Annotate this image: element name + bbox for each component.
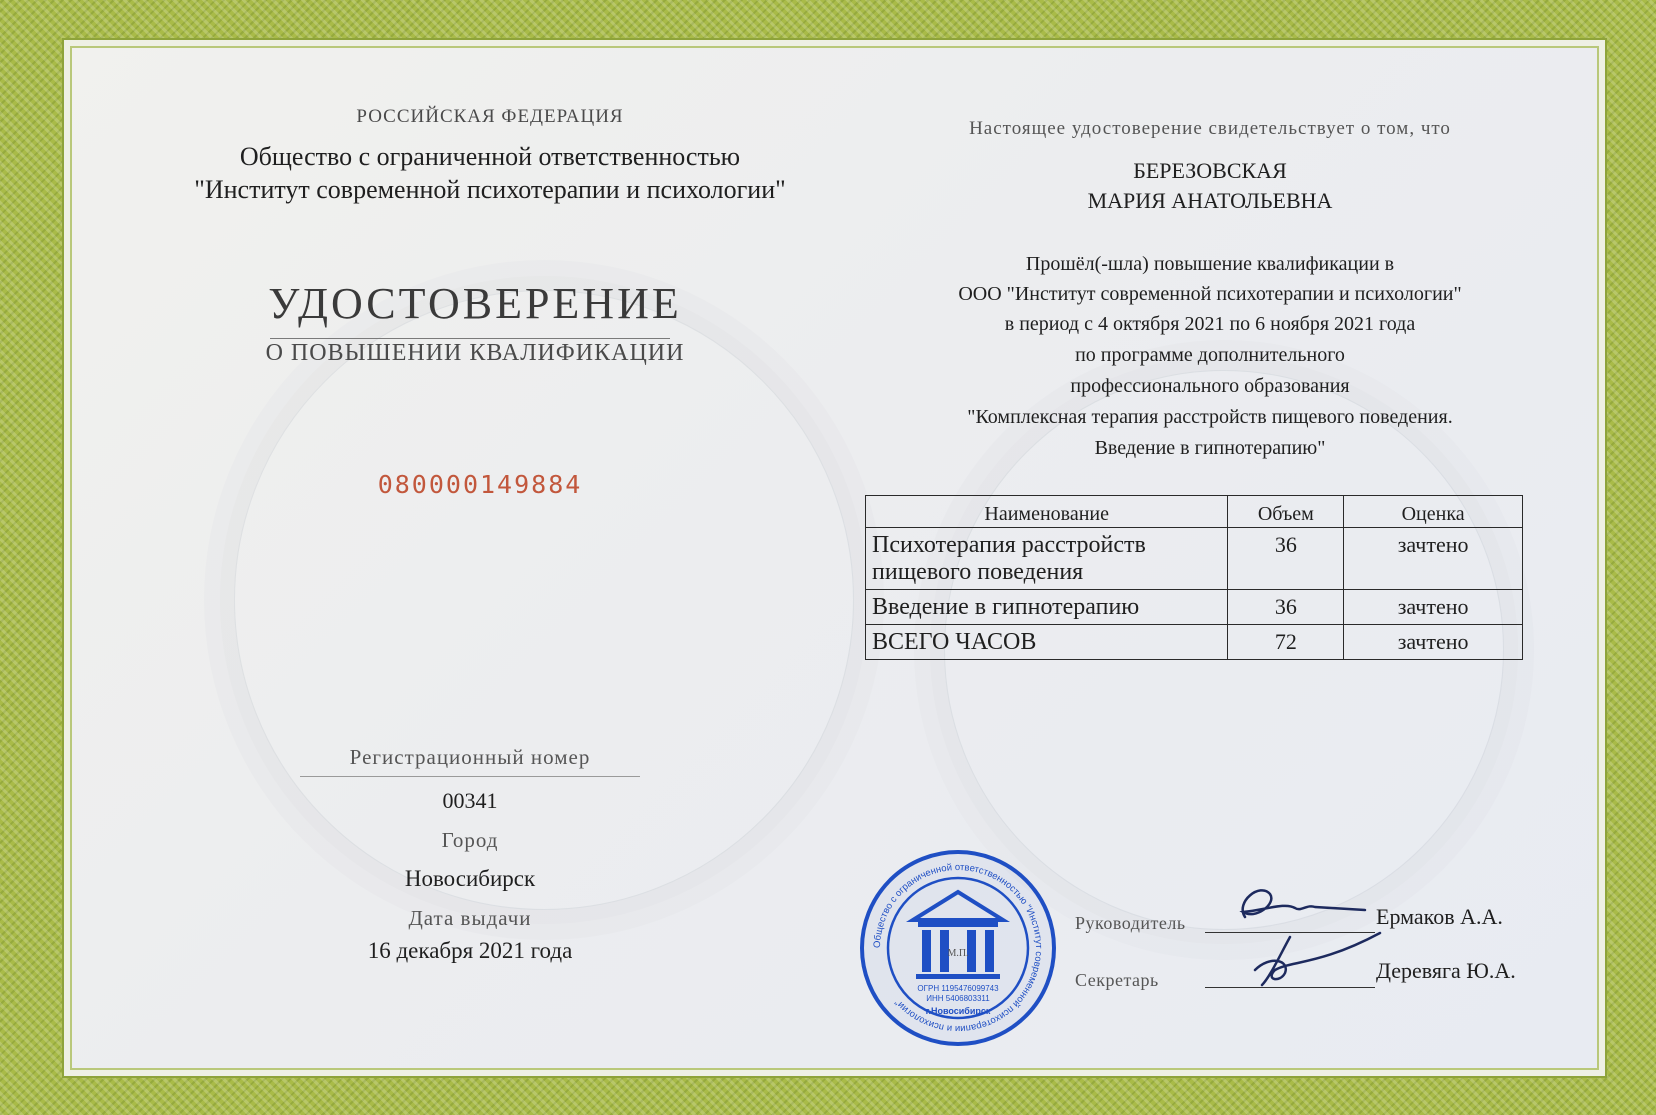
head-label: Руководитель (1075, 913, 1186, 933)
table-header-row (866, 496, 1523, 528)
stamp-inn: ИНН 5406803311 (926, 994, 990, 1003)
head-signature (1215, 872, 1375, 932)
course-grade: зачтено (1344, 528, 1523, 590)
document-title: УДОСТОВЕРЕНИЕ (268, 279, 682, 328)
stamp-ogrn: ОГРН 1195476099743 (917, 984, 999, 993)
document-subtitle: О ПОВЫШЕНИИ КВАЛИФИКАЦИИ (265, 340, 685, 366)
title-divider (270, 338, 670, 339)
registration-label: Регистрационный номер (349, 745, 591, 769)
total-grade: зачтено (1344, 625, 1523, 660)
course-hours: 36 (1228, 528, 1344, 590)
body-line: "Комплексная терапия расстройств пищевого поведения. (967, 406, 1453, 428)
course-name: Психотерапия расстройств пищевого поведения (866, 528, 1228, 590)
watermark-rosette-left (234, 290, 854, 910)
holder-surname: БЕРЕЗОВСКАЯ (1133, 158, 1287, 183)
org-name-line1: Общество с ограниченной ответственностью (239, 142, 741, 171)
column-header-grade: Оценка (1344, 496, 1523, 528)
registration-number: 00341 (442, 788, 498, 813)
country-heading: РОССИЙСКАЯ ФЕДЕРАЦИЯ (356, 106, 624, 127)
holder-given-names: МАРИЯ АНАТОЛЬЕВНА (1087, 188, 1333, 213)
secretary-label: Секретарь (1075, 970, 1159, 990)
course-name: Введение в гипнотерапию (866, 590, 1228, 625)
table-row-total (866, 625, 1523, 660)
issue-date-label: Дата выдачи (408, 906, 532, 930)
body-line: Прошёл(-шла) повышение квалификации в (1025, 253, 1395, 275)
column-header-hours: Объем (1228, 496, 1344, 528)
courses-table (865, 495, 1523, 660)
course-grade: зачтено (1344, 590, 1523, 625)
table-row (866, 528, 1523, 590)
registration-divider (300, 776, 640, 777)
secretary-signature (1230, 925, 1390, 990)
column-header-name: Наименование (866, 496, 1228, 528)
course-hours: 36 (1228, 590, 1344, 625)
issue-date-value: 16 декабря 2021 года (367, 938, 573, 963)
org-name-line2: "Институт современной психотерапии и психологии" (194, 175, 786, 204)
body-line: Введение в гипнотерапию" (1094, 437, 1326, 459)
stamp-city: г.Новосибирск (925, 1006, 991, 1016)
official-stamp (858, 848, 1058, 1048)
city-value: Новосибирск (404, 866, 536, 891)
city-label: Город (441, 828, 499, 852)
table-row (866, 590, 1523, 625)
total-label: ВСЕГО ЧАСОВ (866, 625, 1228, 660)
serial-number: 080000149884 (377, 470, 583, 499)
body-line: по программе дополнительного (1075, 344, 1345, 366)
body-line: профессионального образования (1070, 375, 1350, 397)
body-line: в период с 4 октября 2021 по 6 ноября 2021 года (1004, 313, 1416, 335)
body-line: ООО "Институт современной психотерапии и психологии" (958, 283, 1462, 305)
certification-intro: Настоящее удостоверение свидетельствует о том, что (969, 118, 1451, 139)
head-name: Ермаков А.А. (1376, 904, 1503, 929)
stamp-mp-text: М.П. (947, 948, 969, 959)
total-hours: 72 (1228, 625, 1344, 660)
secretary-name: Деревяга Ю.А. (1376, 958, 1516, 983)
stamp-ring-text: Общество с ограниченной ответственностью "Институт современной психотерапии и психологии" (871, 861, 1045, 1035)
